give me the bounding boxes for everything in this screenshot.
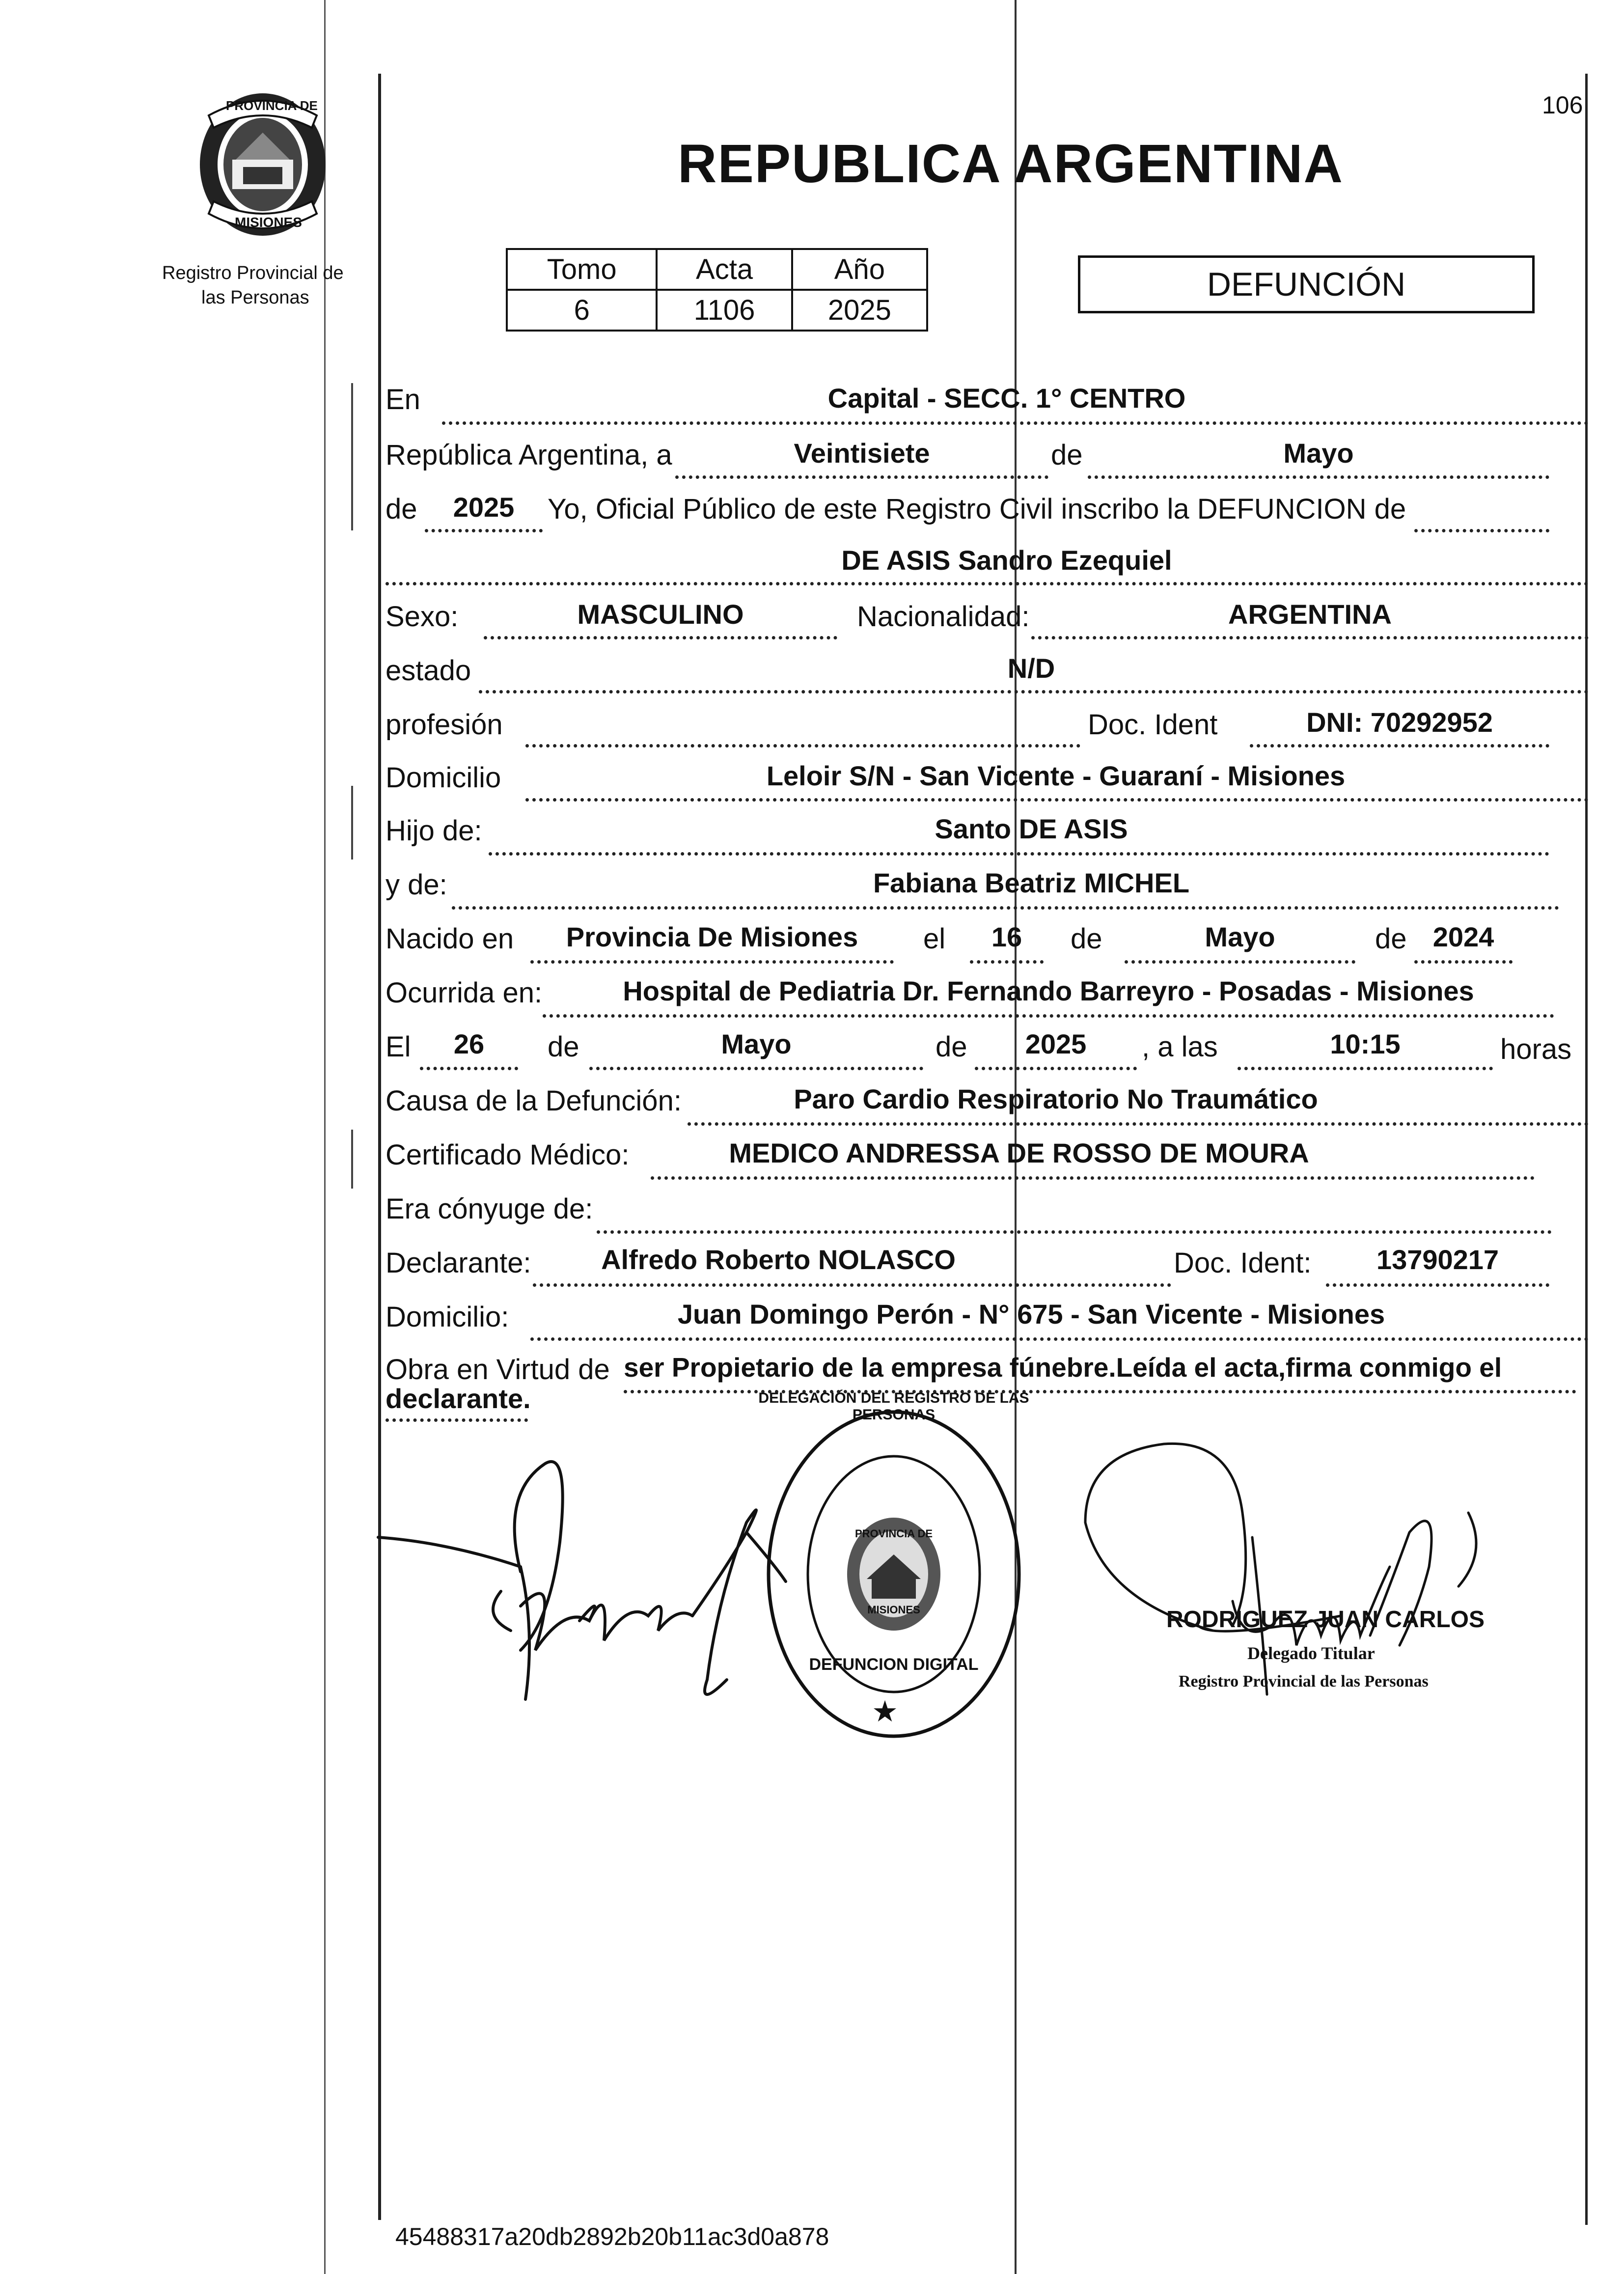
nombre-value: DE ASIS Sandro Ezequiel xyxy=(841,545,1172,576)
registry-line-1: Registro Provincial de xyxy=(162,263,344,283)
conyuge-label: Era cónyuge de: xyxy=(385,1193,593,1225)
sexo-value: MASCULINO xyxy=(577,599,744,630)
el-de2: de xyxy=(936,1031,967,1063)
acta-header: Acta xyxy=(657,249,792,290)
fecha-mes: Mayo xyxy=(1283,438,1354,469)
nacido-label: Nacido en xyxy=(385,923,514,955)
registry-stamp-icon xyxy=(756,1402,1031,1746)
nacido-dia-line xyxy=(970,960,1044,964)
declarante-value: Alfredo Roberto NOLASCO xyxy=(601,1244,956,1275)
nacionalidad-label: Nacionalidad: xyxy=(857,601,1030,633)
profesion-doc-line xyxy=(1250,744,1549,748)
profesion-doc-value: DNI: 70292952 xyxy=(1306,707,1493,738)
yde-label: y de: xyxy=(385,869,447,901)
domicilio-label: Domicilio xyxy=(385,762,501,794)
profesion-doc-label: Doc. Ident xyxy=(1088,709,1218,741)
el-anio-line xyxy=(975,1067,1137,1070)
official-registry: Registro Provincial de las Personas xyxy=(1179,1672,1429,1691)
el-mes: Mayo xyxy=(721,1028,792,1059)
right-margin-line xyxy=(1585,74,1588,2225)
svg-text:★: ★ xyxy=(872,1694,898,1729)
nacido-de2: de xyxy=(1375,923,1407,955)
ocurrida-label: Ocurrida en: xyxy=(385,977,543,1009)
anio-text: Yo, Oficial Público de este Registro Civil inscribo la DEFUNCION de xyxy=(548,493,1406,525)
left-margin-line xyxy=(378,74,381,2220)
sexo-label: Sexo: xyxy=(385,601,459,633)
hijo-label: Hijo de: xyxy=(385,815,482,847)
scan-mark xyxy=(351,1130,353,1189)
doc-type-box: DEFUNCIÓN xyxy=(1078,255,1535,313)
estado-label: estado xyxy=(385,655,471,687)
seal-top-text: PROVINCIA DE xyxy=(226,98,318,113)
registry-line-2: las Personas xyxy=(201,287,309,308)
nacido-lugar: Provincia De Misiones xyxy=(566,921,858,952)
page-number: 106 xyxy=(1542,91,1583,119)
left-edge-line xyxy=(324,0,326,2274)
el-mes-line xyxy=(589,1067,923,1070)
en-line xyxy=(442,421,1589,425)
el-de1: de xyxy=(548,1031,579,1063)
causa-label: Causa de la Defunción: xyxy=(385,1085,682,1117)
anio-value: 2025 xyxy=(792,290,927,331)
nacido-mes-line xyxy=(1125,960,1355,964)
stamp-ring-text: DELEGACIÓN DEL REGISTRO DE LAS PERSONAS xyxy=(758,1390,1029,1423)
declarante-line xyxy=(533,1283,1171,1287)
scan-mark xyxy=(351,786,353,860)
nacido-de1: de xyxy=(1071,923,1102,955)
declarante-doc-line xyxy=(1326,1283,1549,1287)
obra-value-1: ser Propietario de la empresa fúnebre.Leída el acta,firma conmigo el xyxy=(624,1352,1502,1383)
en-label: En xyxy=(385,384,420,416)
country-title: REPUBLICA ARGENTINA xyxy=(678,134,1344,194)
tomo-header: Tomo xyxy=(507,249,657,290)
el-anio: 2025 xyxy=(1025,1028,1087,1059)
hijo-value: Santo DE ASIS xyxy=(935,813,1128,844)
el-alas: , a las xyxy=(1142,1031,1218,1063)
anio-value: 2025 xyxy=(453,492,515,523)
fecha-label: República Argentina, a xyxy=(385,439,672,471)
declarante-doc-label: Doc. Ident: xyxy=(1174,1247,1312,1279)
seal-bottom-text: MISIONES xyxy=(235,215,302,230)
anio-header: Año xyxy=(792,249,927,290)
nacido-dia: 16 xyxy=(991,921,1022,952)
fecha-mes-line xyxy=(1088,475,1549,479)
obra-line-2 xyxy=(385,1418,528,1422)
certificado-line xyxy=(651,1176,1535,1180)
sexo-line xyxy=(484,636,837,639)
obra-label: Obra en Virtud de xyxy=(385,1354,610,1386)
el-hora-line xyxy=(1238,1067,1493,1070)
stamp-inner-text-2: MISIONES xyxy=(867,1604,920,1616)
document-hash: 45488317a20db2892b20b11ac3d0a878 xyxy=(395,2223,829,2250)
el-label: El xyxy=(385,1031,411,1063)
conyuge-line xyxy=(597,1230,1552,1234)
profesion-label: profesión xyxy=(385,709,503,741)
nacionalidad-line xyxy=(1031,636,1589,639)
el-dia: 26 xyxy=(453,1028,485,1059)
yde-value: Fabiana Beatriz MICHEL xyxy=(873,867,1190,898)
causa-value: Paro Cardio Respiratorio No Traumático xyxy=(794,1083,1318,1114)
nacido-mes: Mayo xyxy=(1205,921,1275,952)
domicilio-value: Leloir S/N - San Vicente - Guaraní - Misiones xyxy=(766,760,1346,791)
nacido-anio-line xyxy=(1414,960,1513,964)
anio-line xyxy=(425,529,543,532)
profesion-line xyxy=(525,744,1080,748)
anio-end-line xyxy=(1414,529,1549,532)
stamp-bottom-text: DEFUNCION DIGITAL xyxy=(809,1655,979,1674)
certificado-value: MEDICO ANDRESSA DE ROSSO DE MOURA xyxy=(729,1137,1309,1168)
tomo-value: 6 xyxy=(507,290,657,331)
el-horas: horas xyxy=(1500,1033,1572,1065)
estado-line xyxy=(479,690,1589,693)
obra-value-2: declarante. xyxy=(385,1383,531,1414)
official-name: RODRIGUEZ JUAN CARLOS xyxy=(1166,1607,1485,1633)
acta-value: 1106 xyxy=(657,290,792,331)
nacionalidad-value: ARGENTINA xyxy=(1228,599,1392,630)
ocurrida-value: Hospital de Pediatria Dr. Fernando Barreyro - Posadas - Misiones xyxy=(623,975,1474,1006)
fecha-dia: Veintisiete xyxy=(794,438,930,469)
en-value: Capital - SECC. 1° CENTRO xyxy=(827,383,1186,414)
declarant-signature-icon xyxy=(373,1444,805,1719)
el-dia-line xyxy=(420,1067,518,1070)
scan-mark xyxy=(351,383,353,530)
official-signature-icon xyxy=(1066,1439,1508,1753)
official-title: Delegado Titular xyxy=(1247,1643,1375,1663)
nacido-el: el xyxy=(923,923,946,955)
yde-line xyxy=(452,906,1559,910)
anio-label: de xyxy=(385,493,417,525)
hijo-line xyxy=(489,852,1549,856)
nacido-anio: 2024 xyxy=(1432,921,1494,952)
fecha-de: de xyxy=(1051,439,1083,471)
domicilio2-value: Juan Domingo Perón - N° 675 - San Vicente - Misiones xyxy=(677,1299,1385,1330)
causa-line xyxy=(688,1122,1589,1126)
declarante-doc-value: 13790217 xyxy=(1376,1244,1499,1275)
record-table xyxy=(506,248,928,332)
certificado-label: Certificado Médico: xyxy=(385,1139,630,1171)
domicilio2-line xyxy=(530,1337,1589,1341)
nombre-line xyxy=(385,582,1589,585)
nacido-lugar-line xyxy=(530,960,894,964)
declarante-label: Declarante: xyxy=(385,1247,531,1279)
el-hora: 10:15 xyxy=(1330,1028,1401,1059)
domicilio2-label: Domicilio: xyxy=(385,1301,509,1333)
ocurrida-line xyxy=(543,1014,1554,1018)
stamp-inner-text-1: PROVINCIA DE xyxy=(854,1527,933,1540)
domicilio-line xyxy=(525,798,1589,802)
fecha-dia-line xyxy=(675,475,1048,479)
estado-value: N/D xyxy=(1007,653,1055,684)
